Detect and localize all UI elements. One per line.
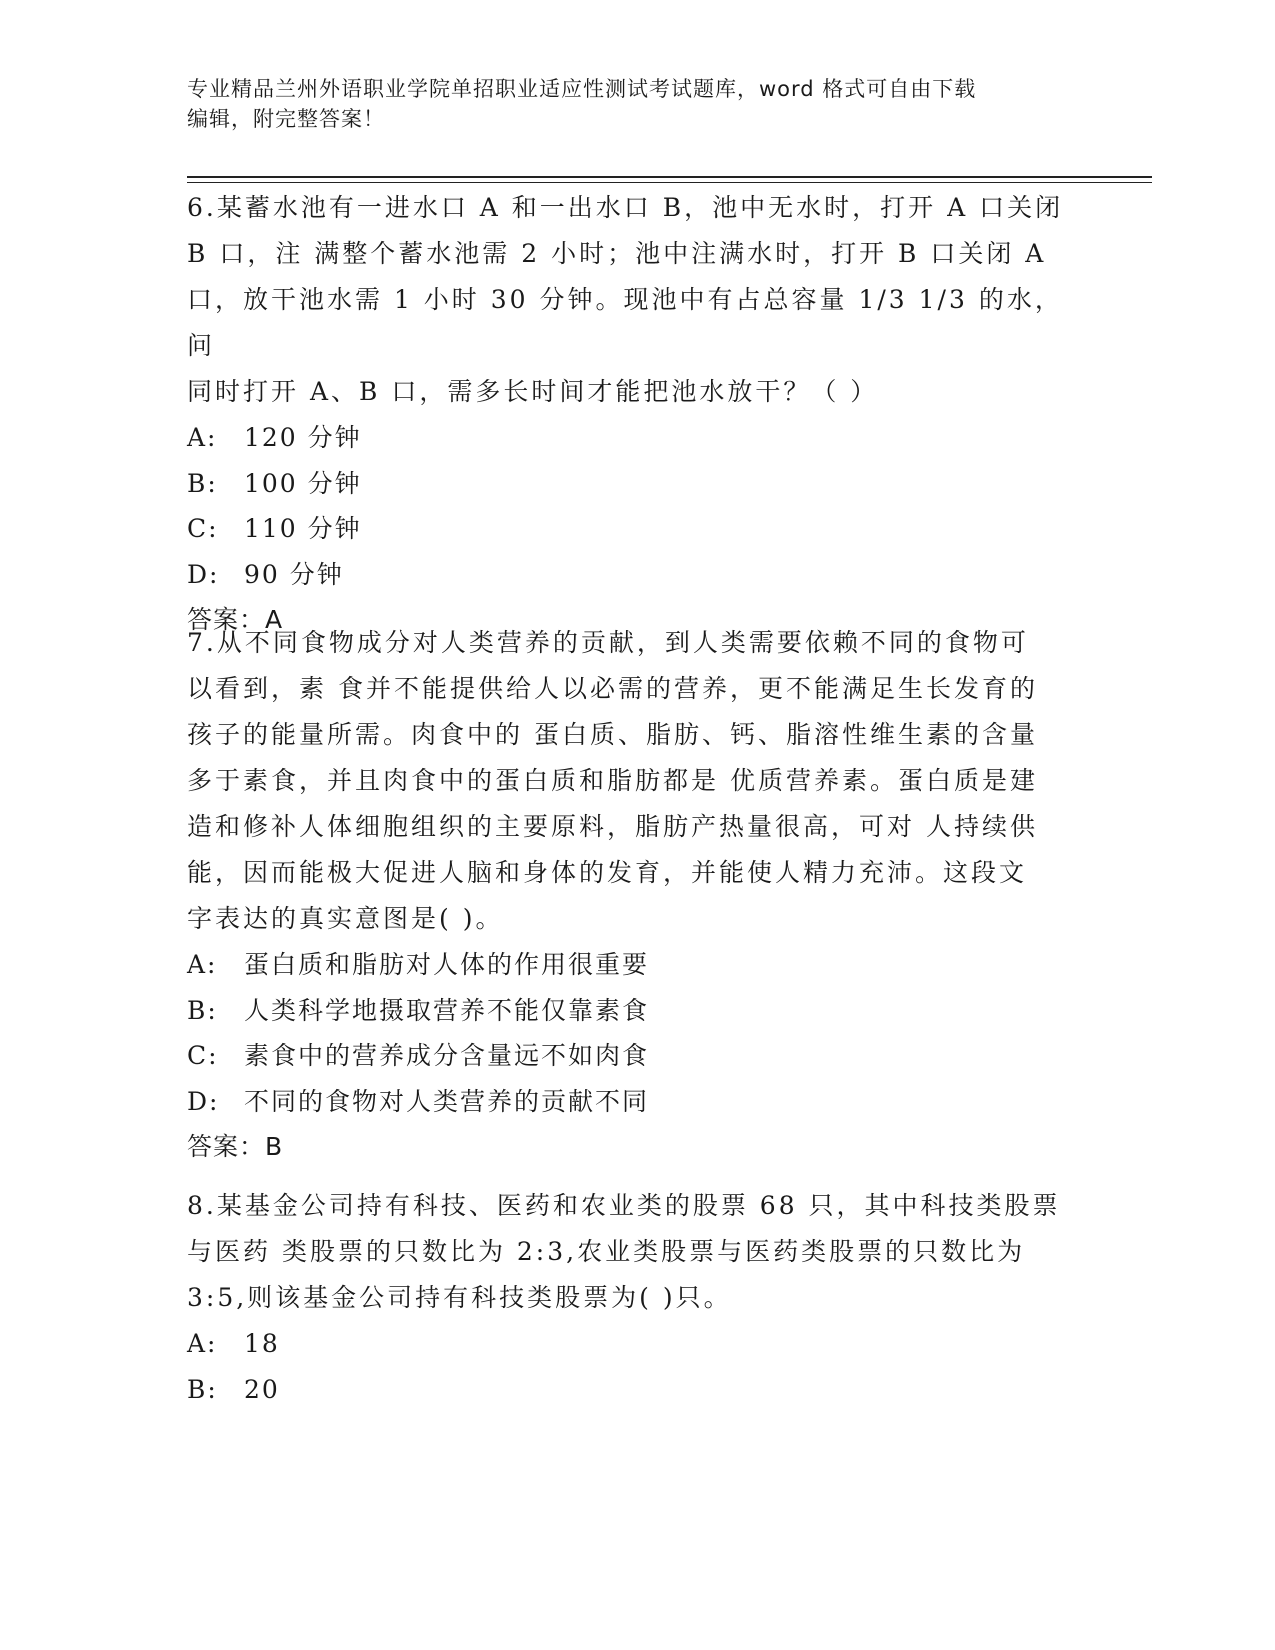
question-stem — [187, 1183, 1067, 1321]
option-c — [187, 1033, 1067, 1079]
stem-line: 造和修补人体细胞组织的主要原料，脂肪产热量很高，可对 人持续供 — [187, 812, 1038, 841]
option-a — [187, 1321, 1067, 1367]
stem-line: B 口，注 满整个蓄水池需 2 小时；池中注满水时，打开 B 口关闭 A — [187, 239, 1047, 268]
option-text: 20 — [244, 1374, 280, 1404]
page-header — [187, 74, 1087, 134]
question-7 — [187, 620, 1067, 1170]
option-b — [187, 461, 1067, 507]
option-key: B: — [187, 1374, 218, 1404]
stem-line: 与医药 类股票的只数比为 2:3,农业类股票与医药类股票的只数比为 — [187, 1237, 1026, 1266]
option-text: 蛋白质和脂肪对人体的作用很重要 — [244, 950, 650, 979]
question-8 — [187, 1183, 1067, 1412]
option-text: 素食中的营养成分含量远不如肉食 — [244, 1041, 650, 1070]
option-b — [187, 1367, 1067, 1413]
option-text: 不同的食物对人类营养的贡献不同 — [244, 1086, 650, 1116]
stem-line: 孩子的能量所需。肉食中的 蛋白质、脂肪、钙、脂溶性维生素的含量 — [187, 720, 1038, 749]
stem-line: 同时打开 A、B 口，需多长时间才能把池水放干？（ ） — [187, 377, 879, 406]
header-line-2: 编辑，附完整答案！ — [187, 107, 385, 131]
option-text: 人类科学地摄取营养不能仅靠素食 — [244, 995, 650, 1025]
option-key: A: — [187, 423, 218, 452]
question-stem — [187, 185, 1067, 415]
stem-line: 口，放干池水需 1 小时 30 分钟。现池中有占总容量 1/3 1/3 的水，问 — [187, 285, 1063, 360]
header-divider-thick — [187, 176, 1152, 178]
stem-line: 8.某基金公司持有科技、医药和农业类的股票 68 只，其中科技类股票 — [187, 1191, 1061, 1220]
stem-line: 以看到，素 食并不能提供给人以必需的营养，更不能满足生长发育的 — [187, 674, 1038, 703]
stem-line: 能，因而能极大促进人脑和身体的发育，并能使人精力充沛。这段文 — [187, 858, 1028, 887]
option-key: A: — [187, 950, 218, 979]
header-divider-thin — [187, 182, 1152, 183]
option-d — [187, 552, 1067, 598]
option-c — [187, 506, 1067, 552]
stem-line: 多于素食，并且肉食中的蛋白质和脂肪都是 优质营养素。蛋白质是建 — [187, 766, 1038, 795]
option-key: C: — [187, 514, 219, 543]
option-key: C: — [187, 1041, 219, 1070]
option-key: A: — [187, 1329, 218, 1358]
option-text: 120 分钟 — [244, 423, 362, 452]
option-a — [187, 942, 1067, 988]
option-text: 18 — [244, 1329, 280, 1358]
stem-line: 字表达的真实意图是( )。 — [187, 904, 504, 933]
option-key: B: — [187, 468, 218, 498]
option-key: B: — [187, 995, 218, 1025]
stem-line: 6.某蓄水池有一进水口 A 和一出水口 B，池中无水时，打开 A 口关闭 — [187, 193, 1064, 222]
option-d — [187, 1079, 1067, 1125]
answer-line: 答案：B — [187, 1132, 284, 1161]
option-a — [187, 415, 1067, 461]
option-text: 100 分钟 — [244, 468, 362, 498]
option-text: 110 分钟 — [244, 514, 362, 543]
question-stem — [187, 620, 1067, 942]
stem-line: 3:5,则该基金公司持有科技类股票为( )只。 — [187, 1283, 732, 1312]
stem-line: 7.从不同食物成分对人类营养的贡献，到人类需要依赖不同的食物可 — [187, 628, 1029, 657]
option-key: D: — [187, 1086, 220, 1116]
question-6 — [187, 185, 1067, 643]
option-key: D: — [187, 559, 220, 589]
option-b — [187, 988, 1067, 1034]
answer-line: 答案：A — [187, 605, 284, 634]
option-text: 90 分钟 — [244, 559, 344, 589]
header-line-1: 专业精品兰州外语职业学院单招职业适应性测试考试题库，word 格式可自由下载 — [187, 77, 977, 101]
